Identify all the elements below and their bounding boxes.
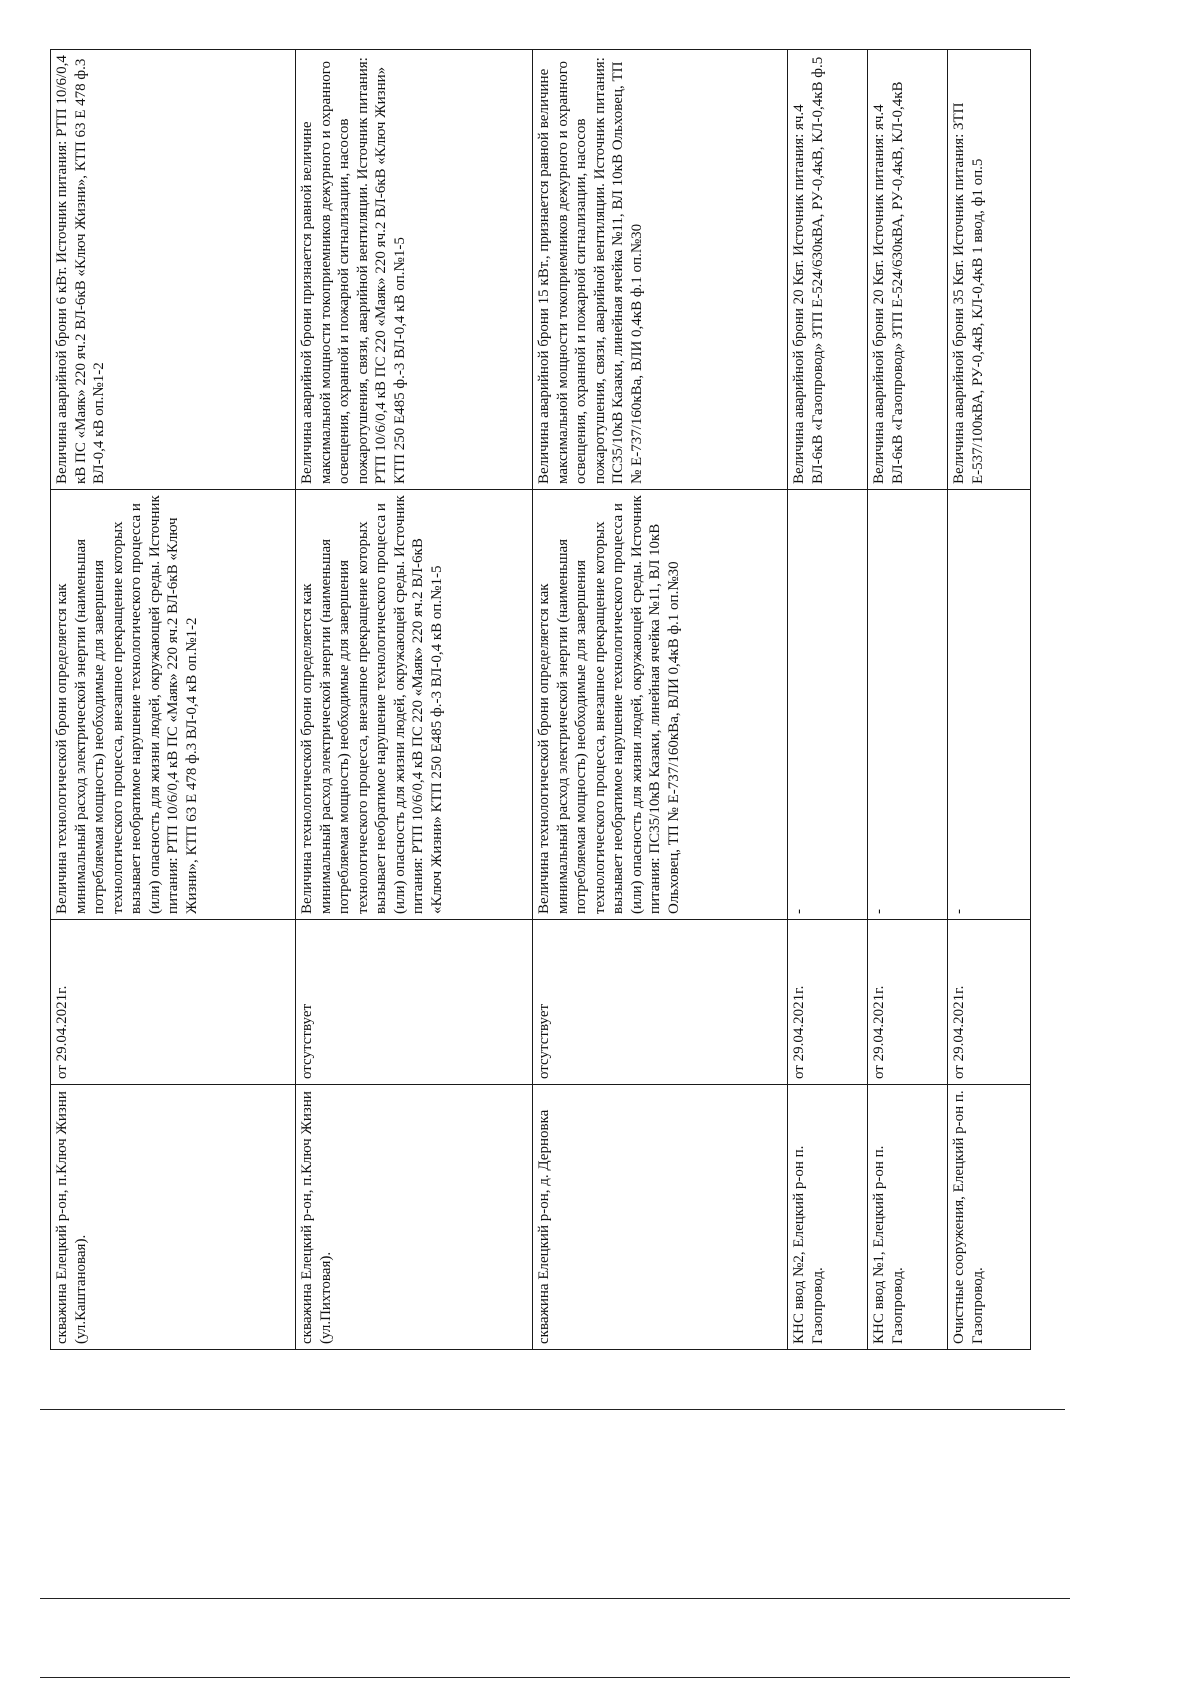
date-cell: отсутствует [533,920,788,1085]
table-row [788,50,868,1350]
date-cell: отсутствует [296,920,533,1085]
emergency-reserve-cell: Величина аварийной брони 15 кВт., признается равной величине максимальной мощности токоприемников дежурного и охранного освещения, охранной и пожарной сигнализации, насосов пожаротушения, связи, аварийной вентиляции. Источник питания: ПС35/10кВ Казаки, линейная ячейка №11, ВЛ 10кВ Ольховец, ТП № Е-737/160кВа, ВЛИ 0,4кВ ф.1 оп.№30 [533,50,788,490]
object-cell: Очистные сооружения, Елецкий р-он п. Газопровод. [948,1085,1031,1350]
footer-rule [40,1409,1065,1410]
emergency-reserve-cell: Величина аварийной брони 35 Квт. Источник питания: ЗТП Е-537/100кВА, РУ-0,4кВ, КЛ-0,4кВ 1 ввод, ф1 оп.5 [948,50,1031,490]
table-row [868,50,948,1350]
tech-reserve-cell: - [868,490,948,920]
tech-reserve-cell: Величина технологической брони определяется как минимальный расход электрической энергии (наименьшая потребляемая мощность) необходимые для завершения технологического процесса, внезапное прекращение которых вызывает необратимое нарушение технологического процесса и (или) опасность для жизни людей, окружающей среды. Источник питания: ПС35/10кВ Казаки, линейная ячейка №11, ВЛ 10кВ Ольховец, ТП № Е-737/160кВа, ВЛИ 0,4кВ ф.1 оп.№30 [533,490,788,920]
table-row [296,50,533,1350]
emergency-reserve-cell: Величина аварийной брони 20 Квт. Источник питания: яч.4 ВЛ-6кВ «Газопровод» ЗТП Е-524/630кВА, РУ-0,4кВ, КЛ-0,4кВ [868,50,948,490]
table-row [51,50,296,1350]
date-cell: от 29.04.2021г. [788,920,868,1085]
tech-reserve-cell: - [788,490,868,920]
rotated-table-container [50,50,1030,1350]
object-cell: скважина Елецкий р-он, п.Ключ Жизни (ул.Пихтовая). [296,1085,533,1350]
footer-rule [40,1598,1070,1599]
table-row [533,50,788,1350]
emergency-reserve-cell: Величина аварийной брони 6 кВт. Источник питания: РТП 10/6/0,4 кВ ПС «Маяк» 220 яч.2 ВЛ-6кВ «Ключ Жизни», КТП 63 Е 478 ф.3 ВЛ-0,4 кВ оп.№1-2 [51,50,296,490]
date-cell: от 29.04.2021г. [868,920,948,1085]
date-cell: от 29.04.2021г. [51,920,296,1085]
emergency-reserve-cell: Величина аварийной брони 20 Квт. Источник питания: яч.4 ВЛ-6кВ «Газопровод» ЗТП Е-524/630кВА, РУ-0,4кВ, КЛ-0,4кВ ф.5 [788,50,868,490]
object-cell: КНС ввод №2, Елецкий р-он п. Газопровод. [788,1085,868,1350]
power-reserve-table [50,49,1031,1350]
object-cell: скважина Елецкий р-он, д. Дерновка [533,1085,788,1350]
tech-reserve-cell: Величина технологической брони определяется как минимальный расход электрической энергии (наименьшая потребляемая мощность) необходимые для завершения технологического процесса, внезапное прекращение которых вызывает необратимое нарушение технологического процесса и (или) опасность для жизни людей, окружающей среды. Источник питания: РТП 10/6/0,4 кВ ПС 220 «Маяк» 220 яч.2 ВЛ-6кВ «Ключ Жизни» КТП 250 Е485 ф.-3 ВЛ-0,4 кВ оп.№1-5 [296,490,533,920]
object-cell: КНС ввод №1, Елецкий р-он п. Газопровод. [868,1085,948,1350]
object-cell: скважина Елецкий р-он, п.Ключ Жизни (ул.Каштановая). [51,1085,296,1350]
date-cell: от 29.04.2021г. [948,920,1031,1085]
tech-reserve-cell: - [948,490,1031,920]
footer-rule [40,1677,1070,1678]
table-row [948,50,1031,1350]
emergency-reserve-cell: Величина аварийной брони признается равной величине максимальной мощности токоприемников дежурного и охранного освещения, охранной и пожарной сигнализации, насосов пожаротушения, связи, аварийной вентиляции. Источник питания: РТП 10/6/0,4 кВ ПС 220 «Маяк» 220 яч.2 ВЛ-6кВ «Ключ Жизни» КТП 250 Е485 ф.-3 ВЛ-0,4 кВ оп.№1-5 [296,50,533,490]
tech-reserve-cell: Величина технологической брони определяется как минимальный расход электрической энергии (наименьшая потребляемая мощность) необходимые для завершения технологического процесса, внезапное прекращение которых вызывает необратимое нарушение технологического процесса и (или) опасность для жизни людей, окружающей среды. Источник питания: РТП 10/6/0,4 кВ ПС «Маяк» 220 яч.2 ВЛ-6кВ «Ключ Жизни», КТП 63 Е 478 ф.3 ВЛ-0,4 кВ оп.№1-2 [51,490,296,920]
